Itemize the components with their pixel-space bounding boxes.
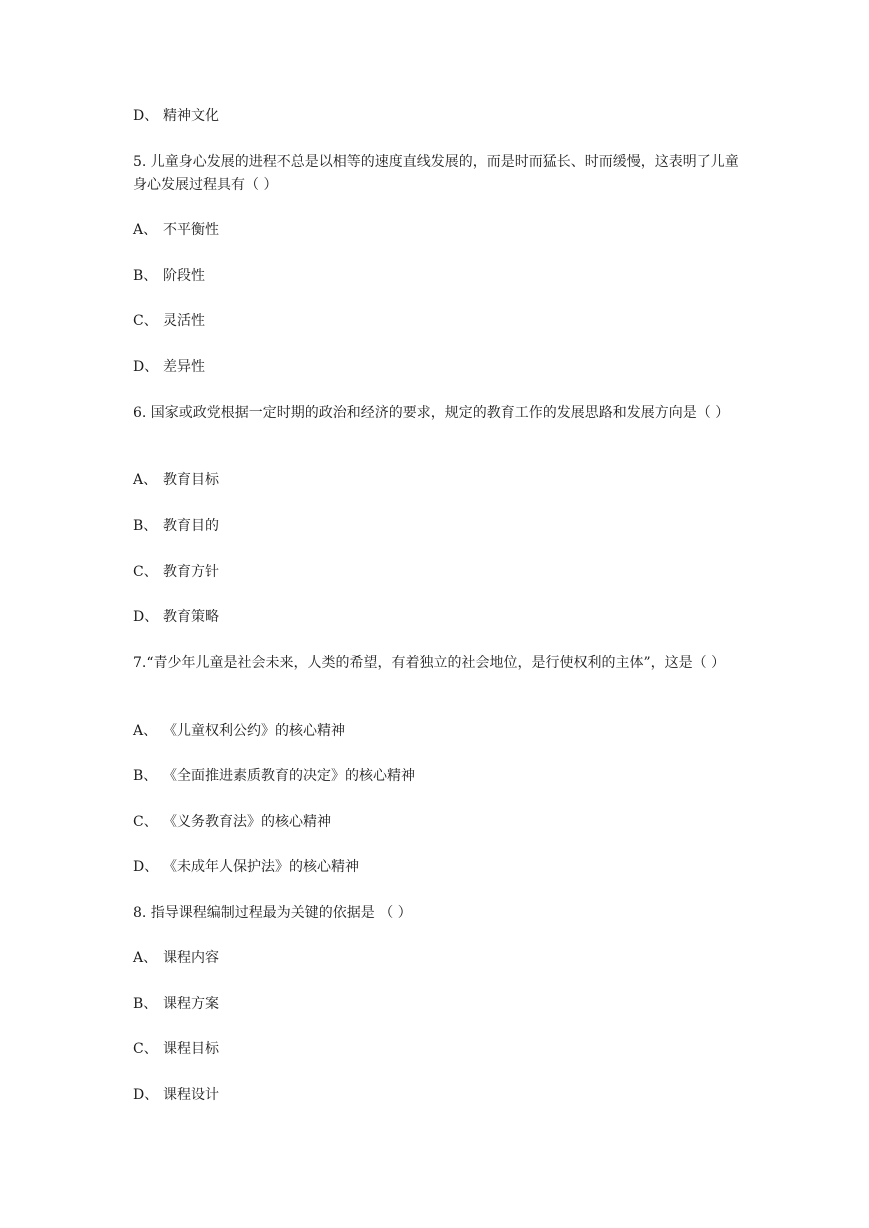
- question-8-option-c: [133, 1038, 219, 1060]
- option-text: 课程设计: [163, 1087, 219, 1103]
- option-text: 精神文化: [163, 108, 219, 124]
- question-8-option-b: [133, 993, 219, 1015]
- question-8-text: 8. 指导课程编制过程最为关键的依据是 （ ）: [133, 905, 412, 921]
- option-letter: C、: [133, 814, 158, 830]
- question-6-text: 6. 国家或政党根据一定时期的政治和经济的要求，规定的教育工作的发展思路和发展方向是（ ）: [133, 405, 730, 421]
- question-7-text: 7.“青少年儿童是社会未来，人类的希望，有着独立的社会地位，是行使权利的主体”，这是（ ）: [133, 655, 726, 671]
- option-letter: A、: [133, 950, 158, 966]
- option-letter: C、: [133, 313, 158, 329]
- option-letter: D、: [133, 609, 159, 625]
- option-text: 不平衡性: [163, 222, 219, 238]
- question-5-option-c: [133, 310, 205, 332]
- option-text: 灵活性: [163, 313, 205, 329]
- option-letter: B、: [133, 268, 158, 284]
- option-text: 课程内容: [163, 950, 219, 966]
- question-5-option-b: [133, 265, 205, 287]
- option-text: 课程目标: [163, 1041, 219, 1057]
- question-6-option-c: [133, 561, 219, 583]
- option-text: 《未成年人保护法》的核心精神: [163, 859, 359, 875]
- question-7-option-b: [133, 765, 415, 787]
- option-text: 《义务教育法》的核心精神: [163, 814, 331, 830]
- question-5-text: 5. 儿童身心发展的进程不总是以相等的速度直线发展的，而是时而猛长、时而缓慢，这表明了儿童身心发展过程具有（ ）: [133, 154, 739, 193]
- option-letter: D、: [133, 359, 159, 375]
- option-letter: C、: [133, 1041, 158, 1057]
- option-letter: A、: [133, 723, 158, 739]
- question-7-option-d: [133, 856, 359, 878]
- option-text: 课程方案: [163, 996, 219, 1012]
- question-5-option-a: [133, 219, 219, 241]
- option-text: 《全面推进素质教育的决定》的核心精神: [163, 768, 415, 784]
- option-letter: A、: [133, 222, 158, 238]
- option-letter: D、: [133, 1087, 159, 1103]
- option-text: 教育目标: [163, 472, 219, 488]
- question-7-option-a: [133, 720, 345, 742]
- question-8-option-d: [133, 1084, 219, 1106]
- option-letter: C、: [133, 564, 158, 580]
- option-letter: A、: [133, 472, 158, 488]
- option-text: 差异性: [163, 359, 205, 375]
- option-letter: D、: [133, 859, 159, 875]
- question-8-option-a: [133, 947, 219, 969]
- option-letter: B、: [133, 768, 158, 784]
- question-6-option-b: [133, 515, 219, 537]
- option-letter: B、: [133, 518, 158, 534]
- option-text: 教育目的: [163, 518, 219, 534]
- question-6-option-a: [133, 469, 219, 491]
- option-letter: B、: [133, 996, 158, 1012]
- option-letter: D、: [133, 108, 159, 124]
- question-6-option-d: [133, 606, 219, 628]
- option-text: 《儿童权利公约》的核心精神: [163, 723, 345, 739]
- question-7-option-c: [133, 811, 331, 833]
- option-text: 阶段性: [163, 268, 205, 284]
- question-5-option-d: [133, 356, 205, 378]
- option-text: 教育策略: [163, 609, 219, 625]
- option-text: 教育方针: [163, 564, 219, 580]
- option-d-prev: [133, 105, 219, 127]
